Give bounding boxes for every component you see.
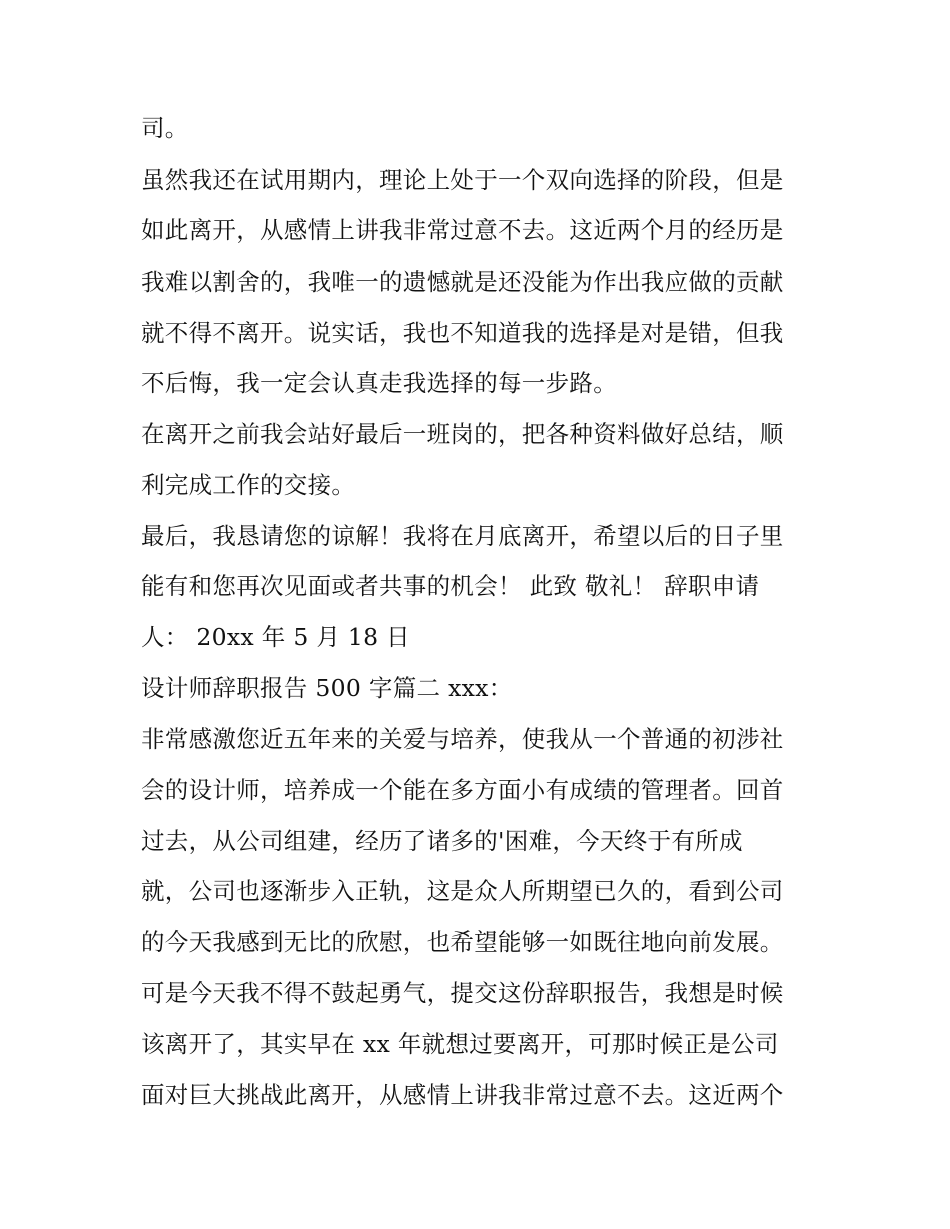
text-line: 人： 20xx 年 5 月 18 日 (141, 623, 410, 651)
text-line: 虽然我还在试用期内，理论上处于一个双向选择的阶段，但是 (141, 166, 784, 194)
text-line: 该离开了，其实早在 xx 年就想过要离开，可那时候正是公司 (141, 1030, 779, 1058)
text-line: 就不得不离开。说实话，我也不知道我的选择是对是错，但我 (141, 319, 784, 347)
text-line: 如此离开，从感情上讲我非常过意不去。这近两个月的经历是 (141, 216, 784, 244)
text-line: 会的设计师，培养成一个能在多方面小有成绩的管理者。回首 (141, 776, 784, 804)
text-line: 非常感激您近五年来的关爱与培养，使我从一个普通的初涉社 (141, 725, 784, 753)
text-line: 利完成工作的交接。 (141, 471, 356, 499)
text-line: 能有和您再次见面或者共事的机会！ 此致 敬礼！ 辞职申请 (141, 572, 760, 600)
text-line: 司。 (141, 114, 189, 142)
text-line: 可是今天我不得不鼓起勇气，提交这份辞职报告，我想是时候 (141, 979, 784, 1007)
text-line: 我难以割舍的，我唯一的遗憾就是还没能为作出我应做的贡献 (141, 268, 784, 296)
section-heading: 设计师辞职报告 500 字篇二 xxx： (141, 674, 513, 702)
text-line: 过去，从公司组建，经历了诸多的'困难，今天终于有所成 (141, 827, 743, 855)
text-line: 面对巨大挑战此离开，从感情上讲我非常过意不去。这近两个 (141, 1081, 784, 1109)
text-line: 不后悔，我一定会认真走我选择的每一步路。 (141, 369, 617, 397)
text-line: 的今天我感到无比的欣慰，也希望能够一如既往地向前发展。 (141, 928, 784, 956)
text-line: 在离开之前我会站好最后一班岗的，把各种资料做好总结，顺 (141, 420, 784, 448)
text-line: 最后，我恳请您的谅解！我将在月底离开，希望以后的日子里 (141, 522, 784, 550)
text-line: 就，公司也逐渐步入正轨，这是众人所期望已久的，看到公司 (141, 877, 784, 905)
